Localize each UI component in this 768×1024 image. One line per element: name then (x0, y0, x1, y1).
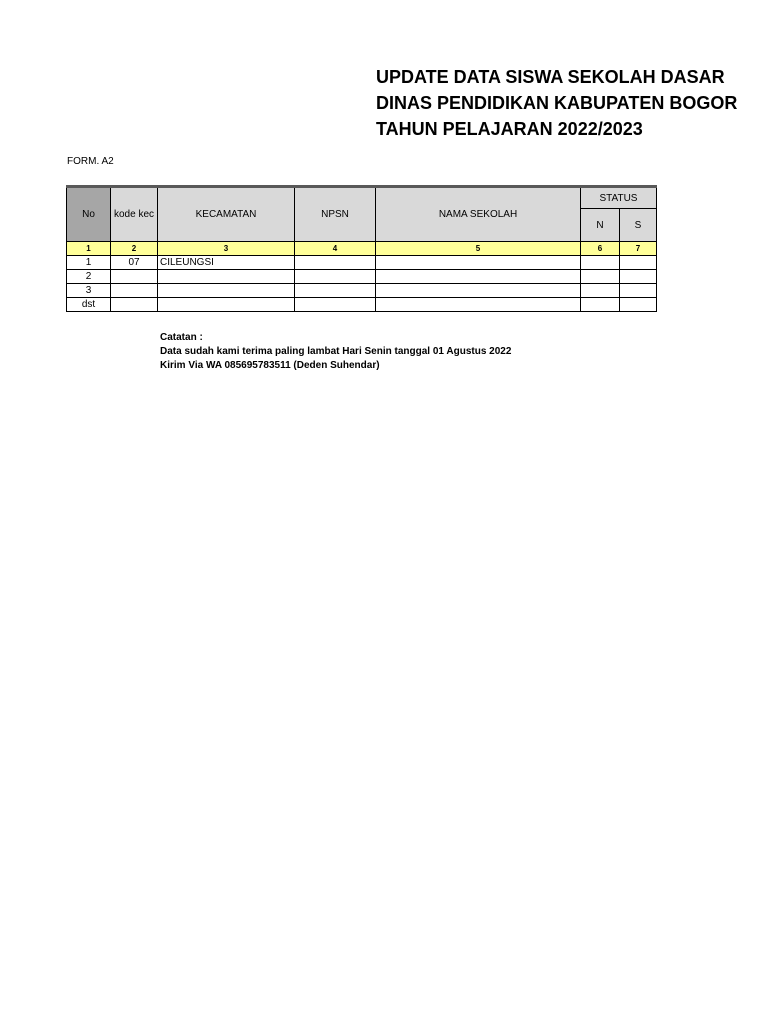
cell-kecamatan (158, 270, 295, 284)
notes-block (160, 331, 511, 373)
cell-status-n (581, 256, 620, 270)
header-kecamatan: KECAMATAN (158, 187, 295, 242)
cell-nama-sekolah (376, 298, 581, 312)
header-kode-kec: kode kec (111, 187, 158, 242)
cell-npsn (295, 284, 376, 298)
table-row (67, 298, 657, 312)
notes-heading: Catatan : (160, 332, 203, 343)
cell-kode-kec: 07 (111, 256, 158, 270)
cell-no: 3 (67, 284, 111, 298)
cell-nama-sekolah (376, 284, 581, 298)
cell-npsn (295, 256, 376, 270)
form-code: FORM. A2 (67, 156, 114, 167)
notes-line-deadline: Data sudah kami terima paling lambat Hari Senin tanggal 01 Agustus 2022 (160, 346, 512, 357)
cell-no: 1 (67, 256, 111, 270)
header-status-n: N (581, 209, 620, 242)
cell-status-s (620, 284, 657, 298)
cell-status-s (620, 256, 657, 270)
cell-kecamatan: CILEUNGSI (158, 256, 295, 270)
header-status-s: S (620, 209, 657, 242)
cell-kode-kec (111, 284, 158, 298)
column-number: 2 (111, 242, 158, 256)
cell-npsn (295, 298, 376, 312)
title-line-1: UPDATE DATA SISWA SEKOLAH DASAR (376, 67, 725, 87)
cell-status-n (581, 270, 620, 284)
cell-kode-kec (111, 270, 158, 284)
column-number: 4 (295, 242, 376, 256)
header-no: No (67, 187, 111, 242)
cell-nama-sekolah (376, 270, 581, 284)
header-npsn: NPSN (295, 187, 376, 242)
cell-no: dst (67, 298, 111, 312)
column-number: 7 (620, 242, 657, 256)
cell-kode-kec (111, 298, 158, 312)
column-number: 3 (158, 242, 295, 256)
column-number-row (67, 242, 657, 256)
title-line-2: DINAS PENDIDIKAN KABUPATEN BOGOR (376, 93, 738, 113)
cell-status-s (620, 270, 657, 284)
column-number: 1 (67, 242, 111, 256)
cell-kecamatan (158, 298, 295, 312)
cell-nama-sekolah (376, 256, 581, 270)
cell-status-s (620, 298, 657, 312)
column-number: 6 (581, 242, 620, 256)
title-line-3: TAHUN PELAJARAN 2022/2023 (376, 119, 643, 139)
cell-status-n (581, 298, 620, 312)
header-nama-sekolah: NAMA SEKOLAH (376, 187, 581, 242)
table-row (67, 284, 657, 298)
cell-no: 2 (67, 270, 111, 284)
table-row (67, 256, 657, 270)
cell-status-n (581, 284, 620, 298)
header-status: STATUS (581, 187, 657, 209)
cell-npsn (295, 270, 376, 284)
cell-kecamatan (158, 284, 295, 298)
student-data-table (66, 185, 657, 312)
notes-line-contact: Kirim Via WA 085695783511 (Deden Suhendar) (160, 360, 380, 371)
column-number: 5 (376, 242, 581, 256)
table-row (67, 270, 657, 284)
